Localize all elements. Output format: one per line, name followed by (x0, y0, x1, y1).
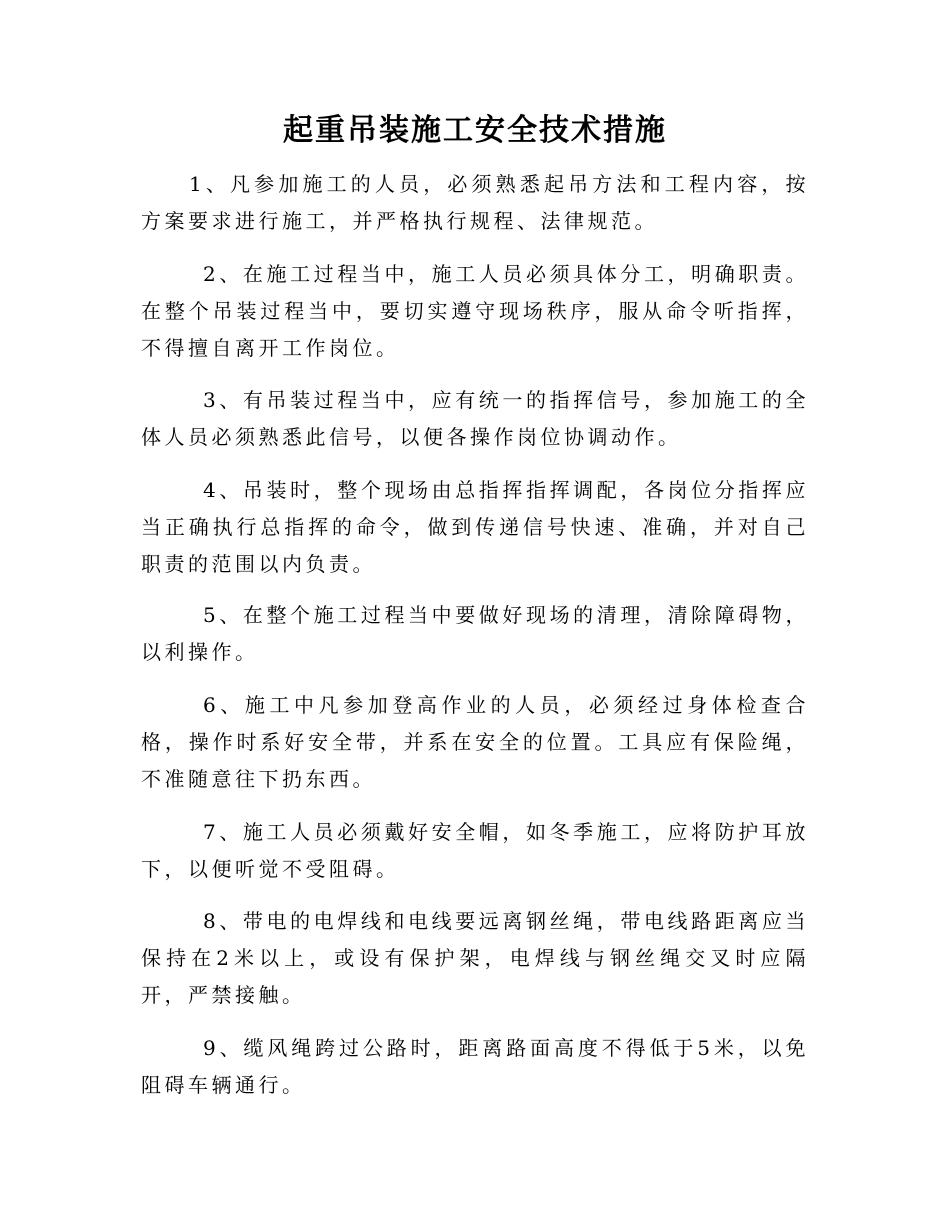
safety-measure-paragraph: 1、凡参加施工的人员，必须熟悉起吊方法和工程内容，按方案要求进行施工，并严格执行规程、法律规范。 (141, 172, 809, 233)
safety-measure-paragraph: 2、在施工过程当中，施工人员必须具体分工，明确职责。在整个吊装过程当中，要切实遵守现场秩序，服从命令听指挥，不得擅自离开工作岗位。 (141, 262, 809, 360)
safety-measure-paragraph: 4、吊装时，整个现场由总指挥指挥调配，各岗位分指挥应当正确执行总指挥的命令，做到传递信号快速、准确，并对自己职责的范围以内负责。 (141, 478, 809, 576)
safety-measure-paragraph: 9、缆风绳跨过公路时，距离路面高度不得低于5米，以免阻碍车辆通行。 (141, 1036, 809, 1097)
safety-measure-paragraph: 3、有吊装过程当中，应有统一的指挥信号，参加施工的全体人员必须熟悉此信号，以便各操作岗位协调动作。 (141, 388, 809, 449)
safety-measure-paragraph: 8、带电的电焊线和电线要远离钢丝绳，带电线路距离应当保持在2米以上，或设有保护架，电焊线与钢丝绳交叉时应隔开，严禁接触。 (141, 909, 809, 1007)
safety-measure-paragraph: 6、施工中凡参加登高作业的人员，必须经过身体检查合格，操作时系好安全带，并系在安全的位置。工具应有保险绳，不准随意往下扔东西。 (141, 693, 809, 791)
safety-measure-paragraph: 5、在整个施工过程当中要做好现场的清理，清除障碍物，以利操作。 (141, 603, 809, 664)
document-title: 起重吊装施工安全技术措施 (283, 113, 667, 148)
safety-measure-paragraph: 7、施工人员必须戴好安全帽，如冬季施工，应将防护耳放下，以便听觉不受阻碍。 (141, 820, 809, 881)
